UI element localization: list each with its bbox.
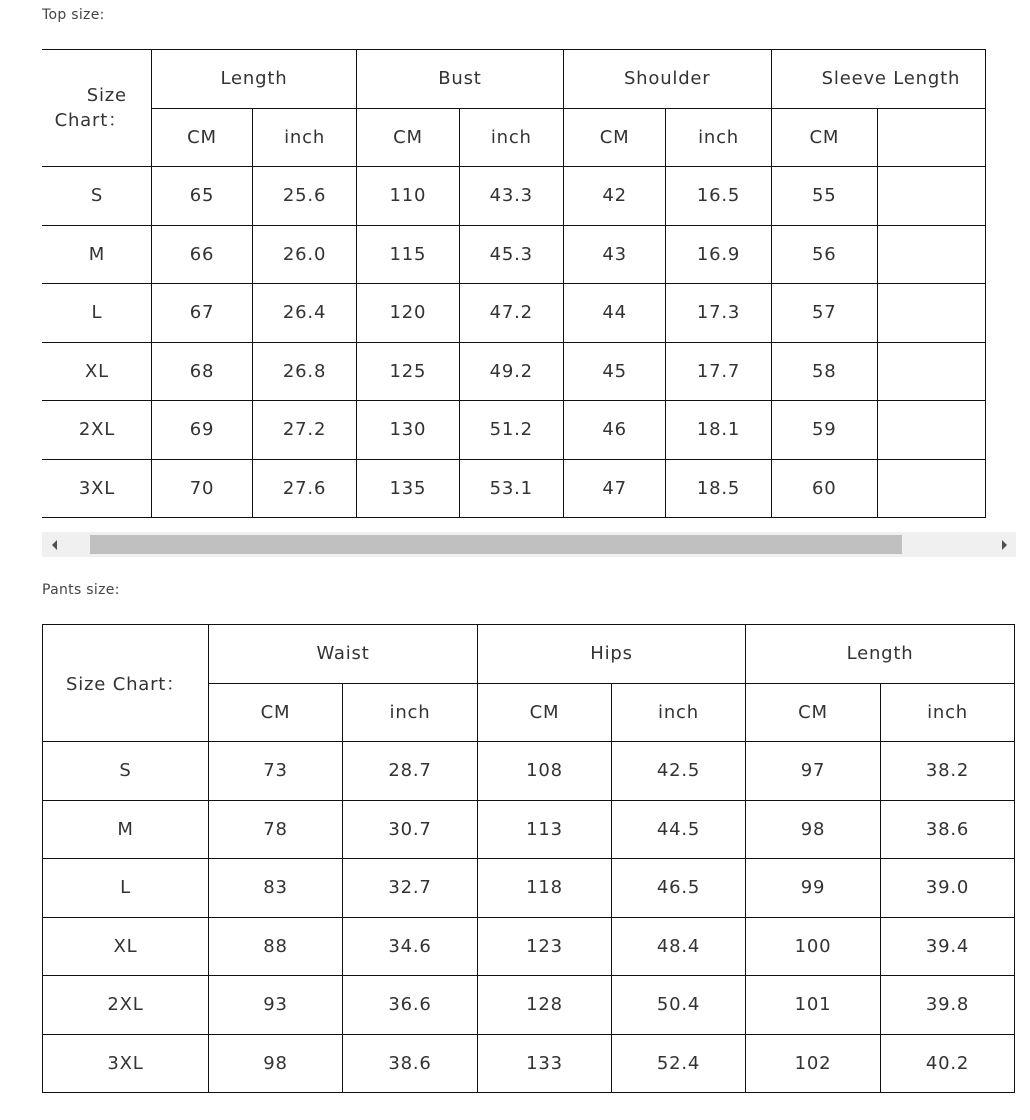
unit-header: inch	[666, 108, 771, 167]
unit-header: inch	[253, 108, 357, 167]
measurement-cell: 44.5	[612, 800, 746, 859]
size-label: S	[42, 167, 151, 226]
group-header-row	[42, 50, 986, 109]
group-header-hips: Hips	[478, 625, 746, 684]
measurement-cell: 38.2	[881, 742, 1015, 801]
measurement-cell: 26.8	[253, 342, 357, 401]
pants-size-caption: Pants size:	[42, 582, 120, 598]
table-row	[42, 167, 986, 226]
measurement-cell: 32.7	[343, 859, 478, 918]
measurement-cell: 128	[478, 976, 612, 1035]
measurement-cell: 70	[151, 459, 252, 518]
measurement-cell: 135	[357, 459, 460, 518]
size-label: M	[43, 800, 209, 859]
measurement-cell: 113	[478, 800, 612, 859]
measurement-cell: 100	[746, 917, 881, 976]
unit-header	[877, 108, 985, 167]
measurement-cell: 49.2	[459, 342, 563, 401]
unit-header: inch	[612, 683, 746, 742]
group-header-sleeve-length: Sleeve Length	[771, 50, 985, 109]
table-row	[43, 742, 1015, 801]
measurement-cell: 83	[209, 859, 343, 918]
measurement-cell: 28.7	[343, 742, 478, 801]
measurement-cell: 69	[151, 401, 252, 460]
measurement-cell: 42	[563, 167, 666, 226]
group-header-bust: Bust	[357, 50, 564, 109]
measurement-cell: 16.9	[666, 225, 771, 284]
group-header-waist: Waist	[209, 625, 478, 684]
unit-header: CM	[478, 683, 612, 742]
unit-header: inch	[343, 683, 478, 742]
measurement-cell: 55	[771, 167, 877, 226]
size-label: XL	[43, 917, 209, 976]
measurement-cell: 68	[151, 342, 252, 401]
group-header-row	[43, 625, 1015, 684]
measurement-cell: 67	[151, 284, 252, 343]
measurement-cell: 16.5	[666, 167, 771, 226]
measurement-cell: 47.2	[459, 284, 563, 343]
measurement-cell: 17.3	[666, 284, 771, 343]
table-row	[43, 859, 1015, 918]
measurement-cell: 45.3	[459, 225, 563, 284]
table-row	[43, 976, 1015, 1035]
measurement-cell: 26.4	[253, 284, 357, 343]
measurement-cell: 42.5	[612, 742, 746, 801]
measurement-cell: 40.2	[881, 1034, 1015, 1093]
size-chart-label: Size Chart：	[43, 625, 209, 742]
measurement-cell: 97	[746, 742, 881, 801]
measurement-cell: 130	[357, 401, 460, 460]
measurement-cell: 46.5	[612, 859, 746, 918]
measurement-cell: 45	[563, 342, 666, 401]
table-row	[42, 342, 986, 401]
unit-header: CM	[746, 683, 881, 742]
measurement-cell: 102	[746, 1034, 881, 1093]
table-row	[42, 284, 986, 343]
measurement-cell: 115	[357, 225, 460, 284]
size-label: L	[43, 859, 209, 918]
measurement-cell: 39.8	[881, 976, 1015, 1035]
measurement-cell: 18.1	[666, 401, 771, 460]
measurement-cell: 73	[209, 742, 343, 801]
measurement-cell: 17.7	[666, 342, 771, 401]
measurement-cell: 59	[771, 401, 877, 460]
table-row	[43, 1034, 1015, 1093]
measurement-cell: 65	[151, 167, 252, 226]
measurement-cell: 78	[209, 800, 343, 859]
measurement-cell: 123	[478, 917, 612, 976]
group-header-length: Length	[746, 625, 1015, 684]
scroll-left-button[interactable]	[42, 532, 66, 557]
measurement-cell: 51.2	[459, 401, 563, 460]
measurement-cell	[877, 342, 985, 401]
table-row	[43, 800, 1015, 859]
measurement-cell: 30.7	[343, 800, 478, 859]
unit-header: CM	[563, 108, 666, 167]
measurement-cell: 99	[746, 859, 881, 918]
measurement-cell: 47	[563, 459, 666, 518]
measurement-cell: 26.0	[253, 225, 357, 284]
size-label: L	[42, 284, 151, 343]
measurement-cell: 39.4	[881, 917, 1015, 976]
measurement-cell	[877, 225, 985, 284]
table-row	[42, 459, 986, 518]
measurement-cell: 38.6	[343, 1034, 478, 1093]
measurement-cell	[877, 167, 985, 226]
scroll-right-button[interactable]	[992, 532, 1016, 557]
measurement-cell: 108	[478, 742, 612, 801]
measurement-cell: 38.6	[881, 800, 1015, 859]
unit-header: inch	[459, 108, 563, 167]
measurement-cell: 53.1	[459, 459, 563, 518]
measurement-cell: 56	[771, 225, 877, 284]
table-row	[43, 917, 1015, 976]
size-chart-label: Size Chart：	[42, 50, 151, 167]
measurement-cell: 58	[771, 342, 877, 401]
top-size-table-viewport[interactable]	[42, 49, 1016, 532]
scrollbar-thumb[interactable]	[90, 535, 902, 554]
measurement-cell	[877, 284, 985, 343]
measurement-cell: 25.6	[253, 167, 357, 226]
measurement-cell: 27.2	[253, 401, 357, 460]
group-header-shoulder: Shoulder	[563, 50, 771, 109]
measurement-cell: 66	[151, 225, 252, 284]
unit-header: inch	[881, 683, 1015, 742]
top-size-table	[42, 49, 986, 518]
measurement-cell: 101	[746, 976, 881, 1035]
measurement-cell: 36.6	[343, 976, 478, 1035]
measurement-cell: 120	[357, 284, 460, 343]
size-label: 3XL	[43, 1034, 209, 1093]
table-row	[42, 401, 986, 460]
measurement-cell: 125	[357, 342, 460, 401]
size-label: S	[43, 742, 209, 801]
measurement-cell: 27.6	[253, 459, 357, 518]
top-size-caption: Top size:	[42, 7, 105, 23]
size-label: 2XL	[43, 976, 209, 1035]
measurement-cell: 48.4	[612, 917, 746, 976]
table-row	[42, 225, 986, 284]
measurement-cell: 60	[771, 459, 877, 518]
measurement-cell: 98	[746, 800, 881, 859]
measurement-cell: 44	[563, 284, 666, 343]
measurement-cell: 118	[478, 859, 612, 918]
measurement-cell: 52.4	[612, 1034, 746, 1093]
arrow-right-icon	[1002, 540, 1007, 550]
measurement-cell: 50.4	[612, 976, 746, 1035]
measurement-cell	[877, 459, 985, 518]
unit-header: CM	[357, 108, 460, 167]
measurement-cell: 57	[771, 284, 877, 343]
measurement-cell: 34.6	[343, 917, 478, 976]
horizontal-scrollbar[interactable]	[42, 532, 1016, 557]
unit-header: CM	[771, 108, 877, 167]
measurement-cell	[877, 401, 985, 460]
measurement-cell: 39.0	[881, 859, 1015, 918]
measurement-cell: 110	[357, 167, 460, 226]
measurement-cell: 133	[478, 1034, 612, 1093]
unit-header: CM	[151, 108, 252, 167]
size-label: M	[42, 225, 151, 284]
unit-header-row	[42, 108, 986, 167]
measurement-cell: 88	[209, 917, 343, 976]
arrow-left-icon	[52, 540, 57, 550]
size-label: 2XL	[42, 401, 151, 460]
size-label: 3XL	[42, 459, 151, 518]
group-header-length: Length	[151, 50, 356, 109]
unit-header: CM	[209, 683, 343, 742]
pants-size-table	[42, 624, 1015, 1093]
size-label: XL	[42, 342, 151, 401]
measurement-cell: 93	[209, 976, 343, 1035]
measurement-cell: 46	[563, 401, 666, 460]
measurement-cell: 43.3	[459, 167, 563, 226]
measurement-cell: 43	[563, 225, 666, 284]
measurement-cell: 98	[209, 1034, 343, 1093]
measurement-cell: 18.5	[666, 459, 771, 518]
